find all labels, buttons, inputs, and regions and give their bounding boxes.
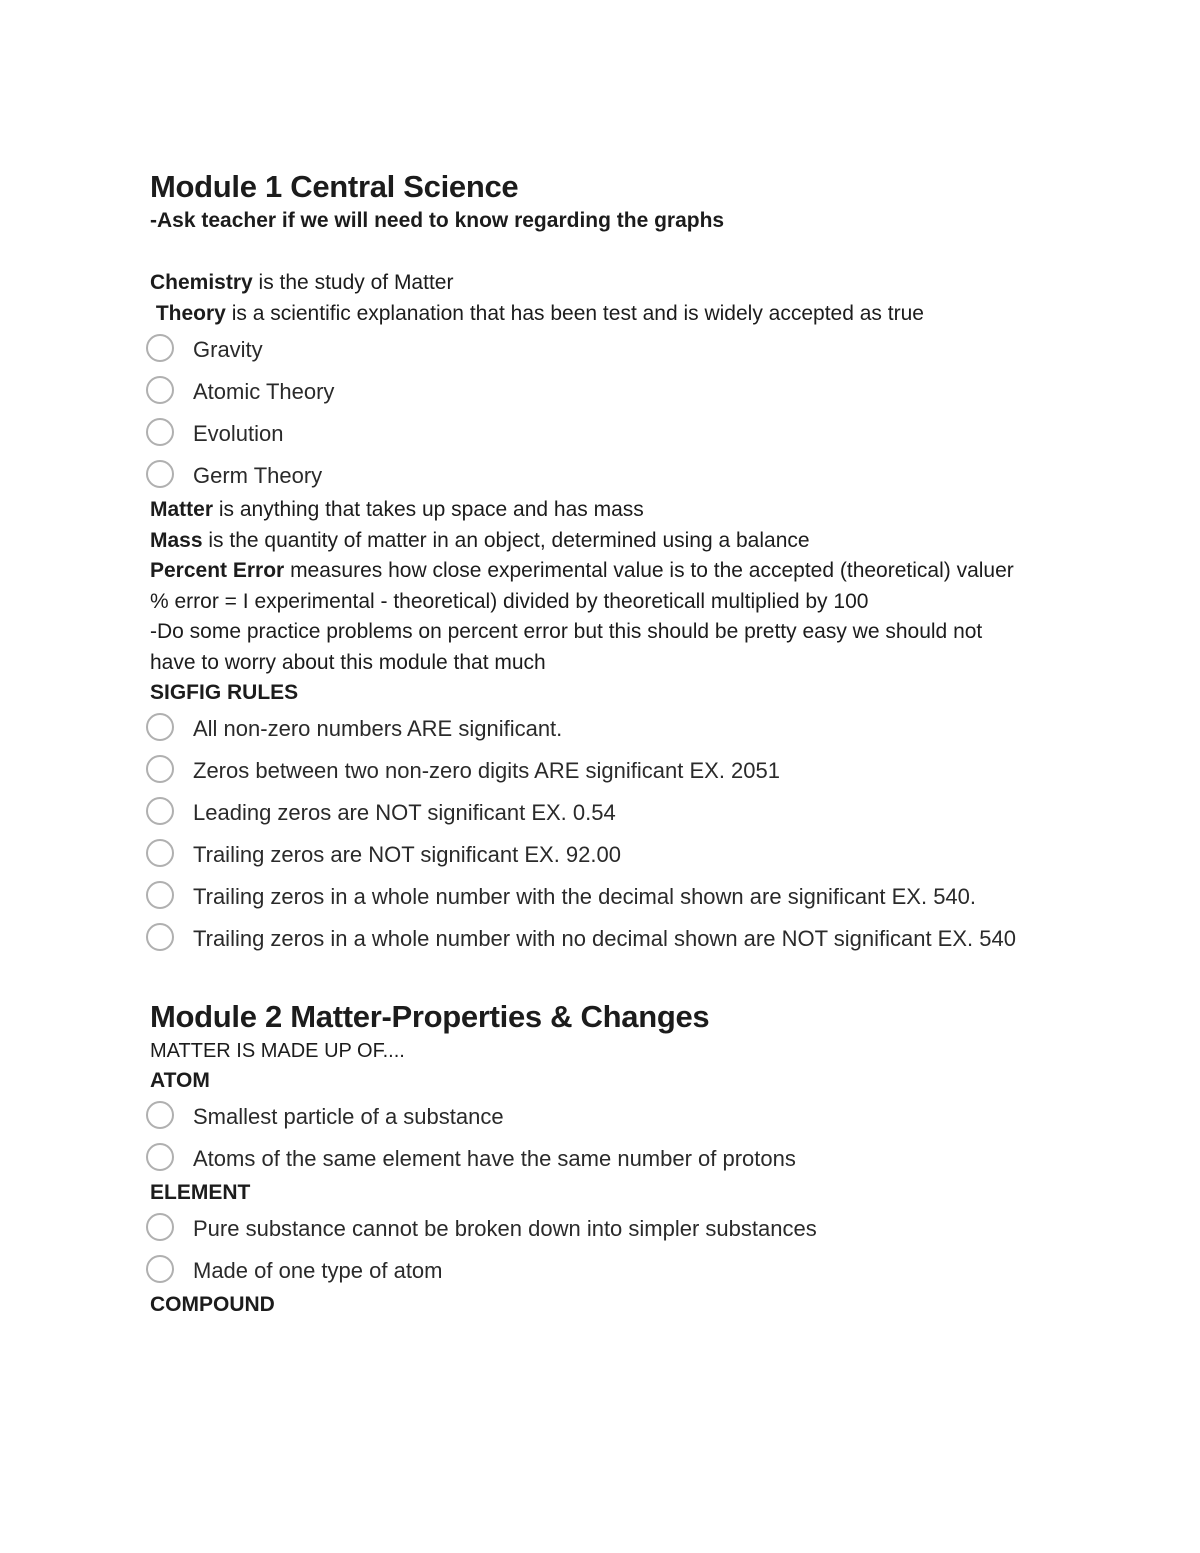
spacer	[150, 236, 1030, 268]
list-item-text: Atomic Theory	[193, 379, 335, 404]
list-item	[150, 798, 1030, 828]
module-2-title: Module 2 Matter-Properties & Changes	[150, 999, 710, 1034]
circle-bullet-icon	[146, 418, 174, 446]
list-item	[150, 882, 1030, 912]
list-item	[150, 924, 1030, 954]
list-item-text: Leading zeros are NOT significant EX. 0.54	[193, 800, 616, 825]
list-item	[150, 1102, 1030, 1132]
circle-bullet-icon	[146, 839, 174, 867]
mass-def-text: is the quantity of matter in an object, determined using a balance	[202, 528, 810, 552]
list-item	[150, 419, 1030, 449]
atom-heading: ATOM	[150, 1069, 210, 1092]
element-heading: ELEMENT	[150, 1181, 251, 1204]
circle-bullet-icon	[146, 797, 174, 825]
circle-bullet-icon	[146, 1255, 174, 1283]
chemistry-def-text: is the study of Matter	[252, 271, 454, 294]
list-item	[150, 461, 1030, 491]
list-item-text: Trailing zeros in a whole number with the decimal shown are significant EX. 540.	[193, 884, 977, 909]
percent-error-formula: % error = I experimental - theoretical) divided by theoreticall multiplied by 100	[150, 589, 869, 613]
element-points-list	[150, 1214, 1030, 1286]
list-item-text: Zeros between two non-zero digits ARE significant EX. 2051	[193, 758, 780, 783]
mass-term: Mass	[150, 528, 203, 552]
list-item	[150, 840, 1030, 870]
list-item-text: All non-zero numbers ARE significant.	[193, 716, 563, 741]
circle-bullet-icon	[146, 713, 174, 741]
circle-bullet-icon	[146, 881, 174, 909]
circle-bullet-icon	[146, 1101, 174, 1129]
list-item	[150, 756, 1030, 786]
list-item-text: Pure substance cannot be broken down into simpler substances	[193, 1216, 817, 1241]
circle-bullet-icon	[146, 376, 174, 404]
list-item-text: Smallest particle of a substance	[193, 1104, 504, 1129]
list-item	[150, 1256, 1030, 1286]
circle-bullet-icon	[146, 460, 174, 488]
list-item-text: Trailing zeros in a whole number with no decimal shown are NOT significant EX. 540	[193, 926, 1016, 951]
spacer	[150, 966, 1030, 998]
chemistry-definition	[150, 268, 1030, 299]
theory-term: Theory	[155, 301, 226, 325]
percent-error-def-text: measures how close experimental value is to the accepted (theoretical) valuer	[284, 559, 1014, 582]
list-item-text: Germ Theory	[193, 463, 323, 488]
chemistry-term: Chemistry	[150, 271, 253, 294]
atom-points-list	[150, 1102, 1030, 1174]
list-item	[150, 714, 1030, 744]
percent-error-term: Percent Error	[150, 559, 285, 582]
circle-bullet-icon	[146, 1143, 174, 1171]
mass-definition	[150, 526, 1030, 557]
teacher-note: -Ask teacher if we will need to know regarding the graphs	[150, 209, 725, 232]
list-item-text: Gravity	[193, 337, 263, 362]
sigfig-heading: SIGFIG RULES	[150, 681, 299, 704]
list-item-text: Made of one type of atom	[193, 1258, 443, 1283]
matter-term: Matter	[150, 498, 214, 521]
list-item-text: Atoms of the same element have the same number of protons	[193, 1146, 796, 1171]
list-item	[150, 377, 1030, 407]
theory-examples-list	[150, 335, 1030, 491]
theory-def-text: is a scientific explanation that has been test and is widely accepted as true	[225, 301, 924, 325]
matter-definition	[150, 495, 1030, 526]
circle-bullet-icon	[146, 334, 174, 362]
module-1-title: Module 1 Central Science	[150, 169, 519, 204]
list-item-text: Evolution	[193, 421, 284, 446]
circle-bullet-icon	[146, 755, 174, 783]
list-item	[150, 1214, 1030, 1244]
sigfig-rules-list	[150, 714, 1030, 954]
matter-def-text: is anything that takes up space and has mass	[213, 498, 644, 521]
percent-error-definition	[150, 556, 1030, 587]
document-page	[150, 168, 1030, 1320]
theory-definition	[150, 299, 1030, 330]
list-item	[150, 335, 1030, 365]
matter-intro: MATTER IS MADE UP OF....	[150, 1040, 405, 1062]
compound-heading: COMPOUND	[150, 1293, 275, 1316]
practice-note: -Do some practice problems on percent error but this should be pretty easy we should not have to worry about this module that much	[150, 620, 983, 674]
circle-bullet-icon	[146, 1213, 174, 1241]
list-item	[150, 1144, 1030, 1174]
circle-bullet-icon	[146, 923, 174, 951]
list-item-text: Trailing zeros are NOT significant EX. 92.00	[193, 842, 621, 867]
